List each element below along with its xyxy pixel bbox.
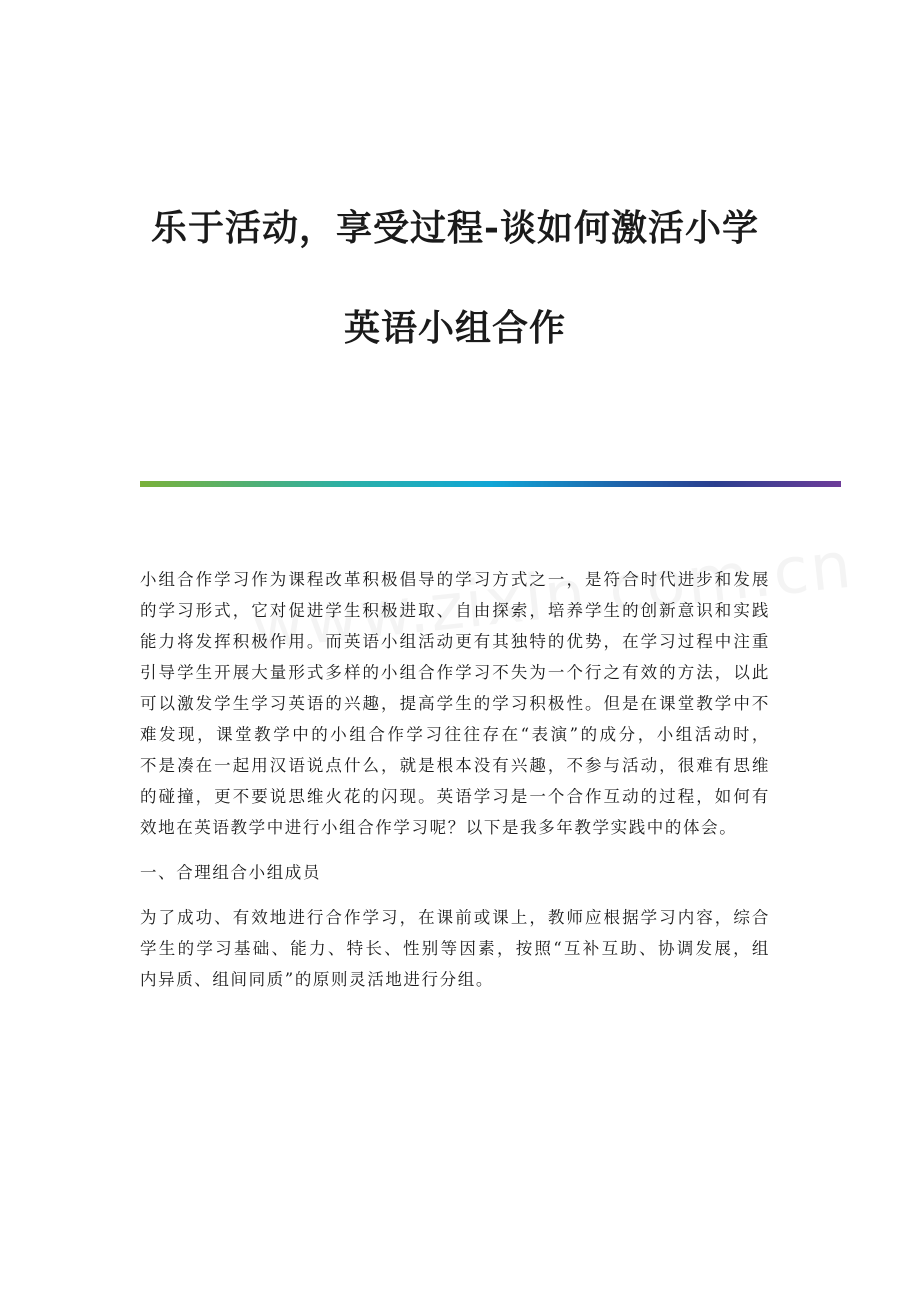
text-line: 学生的学习基础、能力、特长、性别等因素，按照“互补互助、协调发展，组 [140,939,770,958]
section-heading [140,857,770,888]
paragraph-2 [140,902,770,995]
text-line: 内异质、组间同质”的原则灵活地进行分组。 [140,970,494,989]
text-line: 小组合作学习作为课程改革积极倡导的学习方式之一，是符合时代进步和发展 [140,570,770,589]
text-line: 能力将发挥积极作用。而英语小组活动更有其独特的优势，在学习过程中注重 [140,632,770,651]
paragraph-1 [140,564,770,843]
text-line: 可以激发学生学习英语的兴趣，提高学生的学习积极性。但是在课堂教学中不 [140,694,770,713]
section-heading-text: 一、合理组合小组成员 [140,863,321,882]
title-line-2: 英语小组合作 [343,307,566,349]
text-line: 不是凑在一起用汉语说点什么，就是根本没有兴趣，不参与活动，很难有思维 [140,756,770,775]
text-line: 为了成功、有效地进行合作学习，在课前或课上，教师应根据学习内容，综合 [140,908,770,927]
document-title [140,207,770,349]
text-line: 的碰撞，更不要说思维火花的闪现。英语学习是一个合作互动的过程，如何有 [140,787,770,806]
gradient-divider [140,481,841,487]
text-line: 难发现，课堂教学中的小组合作学习往往存在“表演”的成分，小组活动时， [140,725,770,744]
text-line: 引导学生开展大量形式多样的小组合作学习不失为一个行之有效的方法，以此 [140,663,770,682]
document-body [140,564,770,995]
text-line: 效地在英语教学中进行小组合作学习呢？以下是我多年教学实践中的体会。 [140,818,738,837]
text-line: 的学习形式，它对促进学生积极进取、自由探索，培养学生的创新意识和实践 [140,601,770,620]
title-line-1: 乐于活动，享受过程-谈如何激活小学 [151,207,759,249]
